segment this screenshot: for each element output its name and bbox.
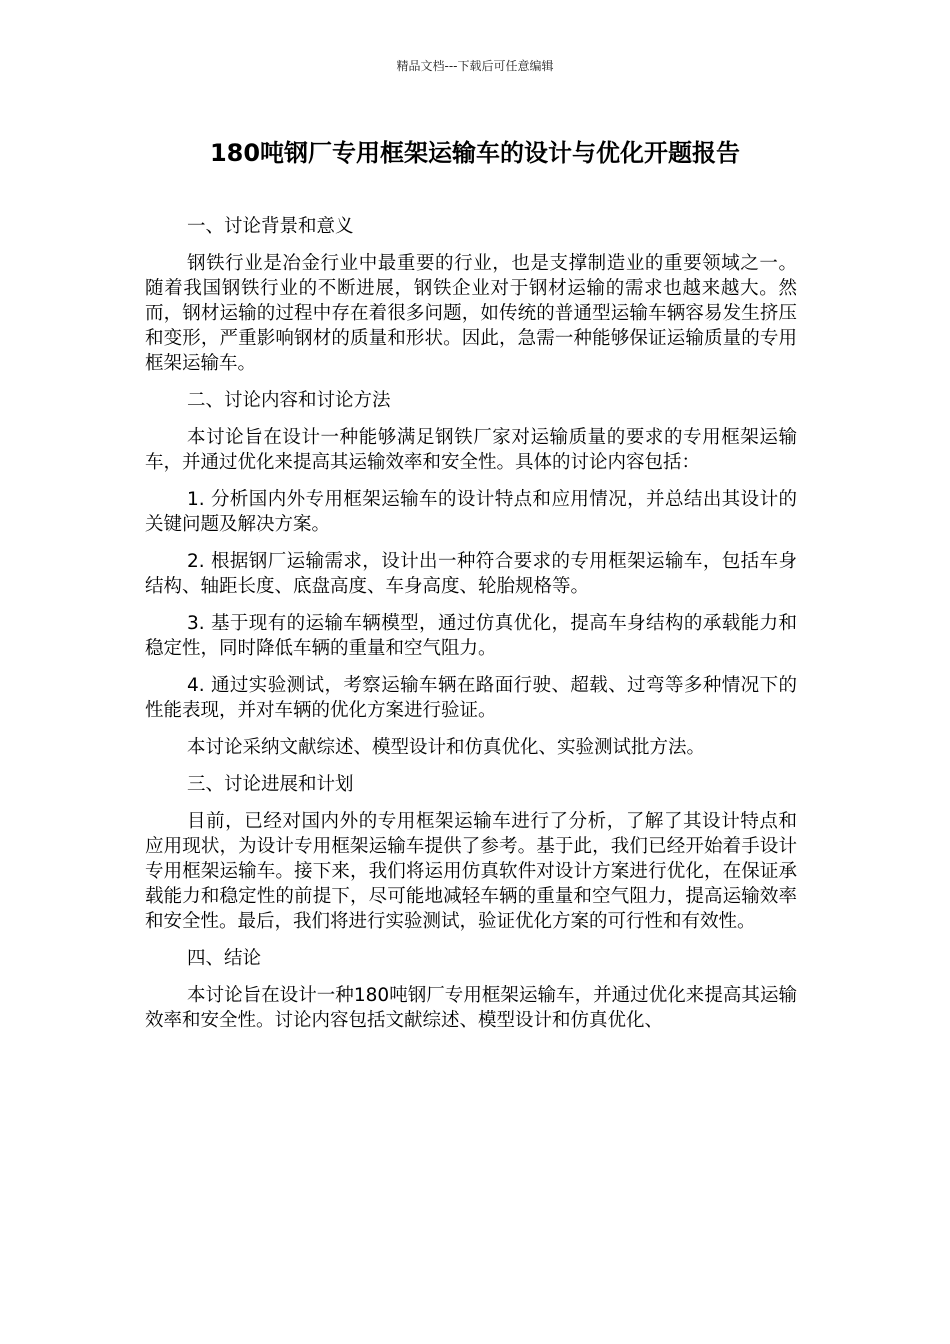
section-heading-content-methods: 二、讨论内容和讨论方法 bbox=[187, 390, 391, 411]
section-heading-conclusion: 四、结论 bbox=[187, 948, 262, 969]
list-item-1: 1. 分析国内外专用框架运输车的设计特点和应用情况，并总结出其设计的关键问题及解决方案。 bbox=[145, 489, 797, 535]
paragraph-methods: 本讨论采纳文献综述、模型设计和仿真优化、实验测试批方法。 bbox=[187, 737, 706, 758]
paragraph-research-intro: 本讨论旨在设计一种能够满足钢铁厂家对运输质量的要求的专用框架运输车，并通过优化来提高其运输效率和安全性。具体的讨论内容包括： bbox=[145, 427, 797, 473]
list-item-2: 2. 根据钢厂运输需求，设计出一种符合要求的专用框架运输车，包括车身结构、轴距长度、底盘高度、车身高度、轮胎规格等。 bbox=[145, 551, 797, 597]
document-body bbox=[145, 214, 797, 1045]
list-item-4: 4. 通过实验测试，考察运输车辆在路面行驶、超载、过弯等多种情况下的性能表现，并对车辆的优化方案进行验证。 bbox=[145, 675, 797, 721]
page-header: 精品文档---下载后可任意编辑 bbox=[396, 59, 554, 73]
paragraph-background: 钢铁行业是冶金行业中最重要的行业，也是支撑制造业的重要领域之一。随着我国钢铁行业的不断进展，钢铁企业对于钢材运输的需求也越来越大。然而，钢材运输的过程中存在着很多问题，如传统的普通型运输车辆容易发生挤压和变形，严重影响钢材的质量和形状。因此，急需一种能够保证运输质量的专用框架运输车。 bbox=[145, 253, 797, 374]
list-item-3: 3. 基于现有的运输车辆模型，通过仿真优化，提高车身结构的承载能力和稳定性，同时降低车辆的重量和空气阻力。 bbox=[145, 613, 797, 659]
paragraph-conclusion: 本讨论旨在设计一种180吨钢厂专用框架运输车，并通过优化来提高其运输效率和安全性。讨论内容包括文献综述、模型设计和仿真优化、 bbox=[145, 985, 797, 1031]
paragraph-progress: 目前，已经对国内外的专用框架运输车进行了分析，了解了其设计特点和应用现状，为设计专用框架运输车提供了参考。基于此，我们已经开始着手设计专用框架运输车。接下来，我们将运用仿真软件对设计方案进行优化，在保证承载能力和稳定性的前提下，尽可能地减轻车辆的重量和空气阻力，提高运输效率和安全性。最后，我们将进行实验测试，验证优化方案的可行性和有效性。 bbox=[145, 811, 797, 932]
section-heading-background: 一、讨论背景和意义 bbox=[187, 216, 354, 237]
document-title: 180吨钢厂专用框架运输车的设计与优化开题报告 bbox=[209, 139, 741, 167]
section-heading-progress-plan: 三、讨论进展和计划 bbox=[187, 774, 354, 795]
